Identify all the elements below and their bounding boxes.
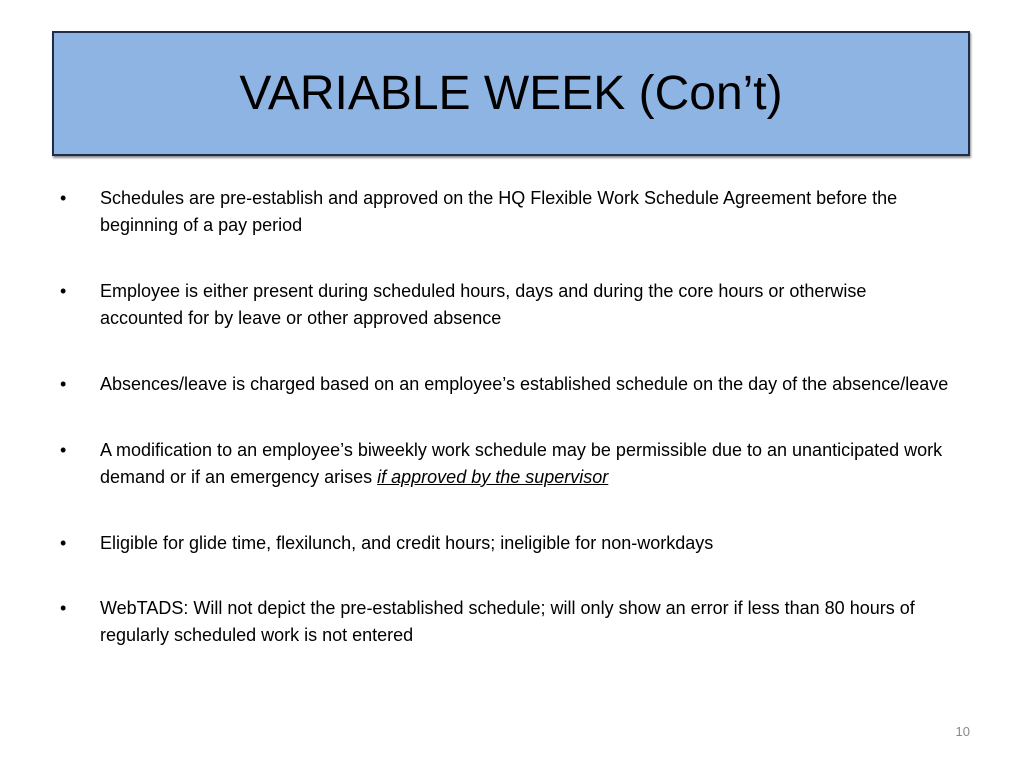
bullet-text: Schedules are pre-establish and approved on the HQ Flexible Work Schedule Agreement before the beginning of a pay period xyxy=(100,188,898,235)
bullet-icon: • xyxy=(60,374,67,394)
bullet-icon: • xyxy=(60,440,67,460)
bullet-item xyxy=(60,595,950,649)
bullet-text: WebTADS: Will not depict the pre-established schedule; will only show an error if less than 80 hours of regularly scheduled work is not entered xyxy=(100,598,915,645)
bullet-emphasis: if approved by the supervisor xyxy=(377,467,609,487)
bullet-icon: • xyxy=(60,598,67,618)
bullet-text: Eligible for glide time, flexilunch, and credit hours; ineligible for non-workdays xyxy=(100,533,714,553)
page-number: 10 xyxy=(955,724,970,739)
bullet-item xyxy=(60,278,950,332)
slide-title-box xyxy=(52,31,970,156)
bullet-item xyxy=(60,185,950,239)
bullet-icon: • xyxy=(60,188,67,208)
bullet-text: Absences/leave is charged based on an employee’s established schedule on the day of the absence/leave xyxy=(100,374,949,394)
bullet-icon: • xyxy=(60,533,67,553)
bullet-list xyxy=(60,185,950,688)
bullet-item xyxy=(60,530,950,557)
bullet-text: Employee is either present during scheduled hours, days and during the core hours or otherwise accounted for by leave or other approved absence xyxy=(100,281,867,328)
bullet-icon: • xyxy=(60,281,67,301)
bullet-item xyxy=(60,437,950,491)
bullet-text: A modification to an employee’s biweekly work schedule may be permissible due to an unanticipated work demand or if an emergency arises xyxy=(100,440,943,487)
slide-title: VARIABLE WEEK (Con’t) xyxy=(239,67,783,120)
bullet-item xyxy=(60,371,950,398)
